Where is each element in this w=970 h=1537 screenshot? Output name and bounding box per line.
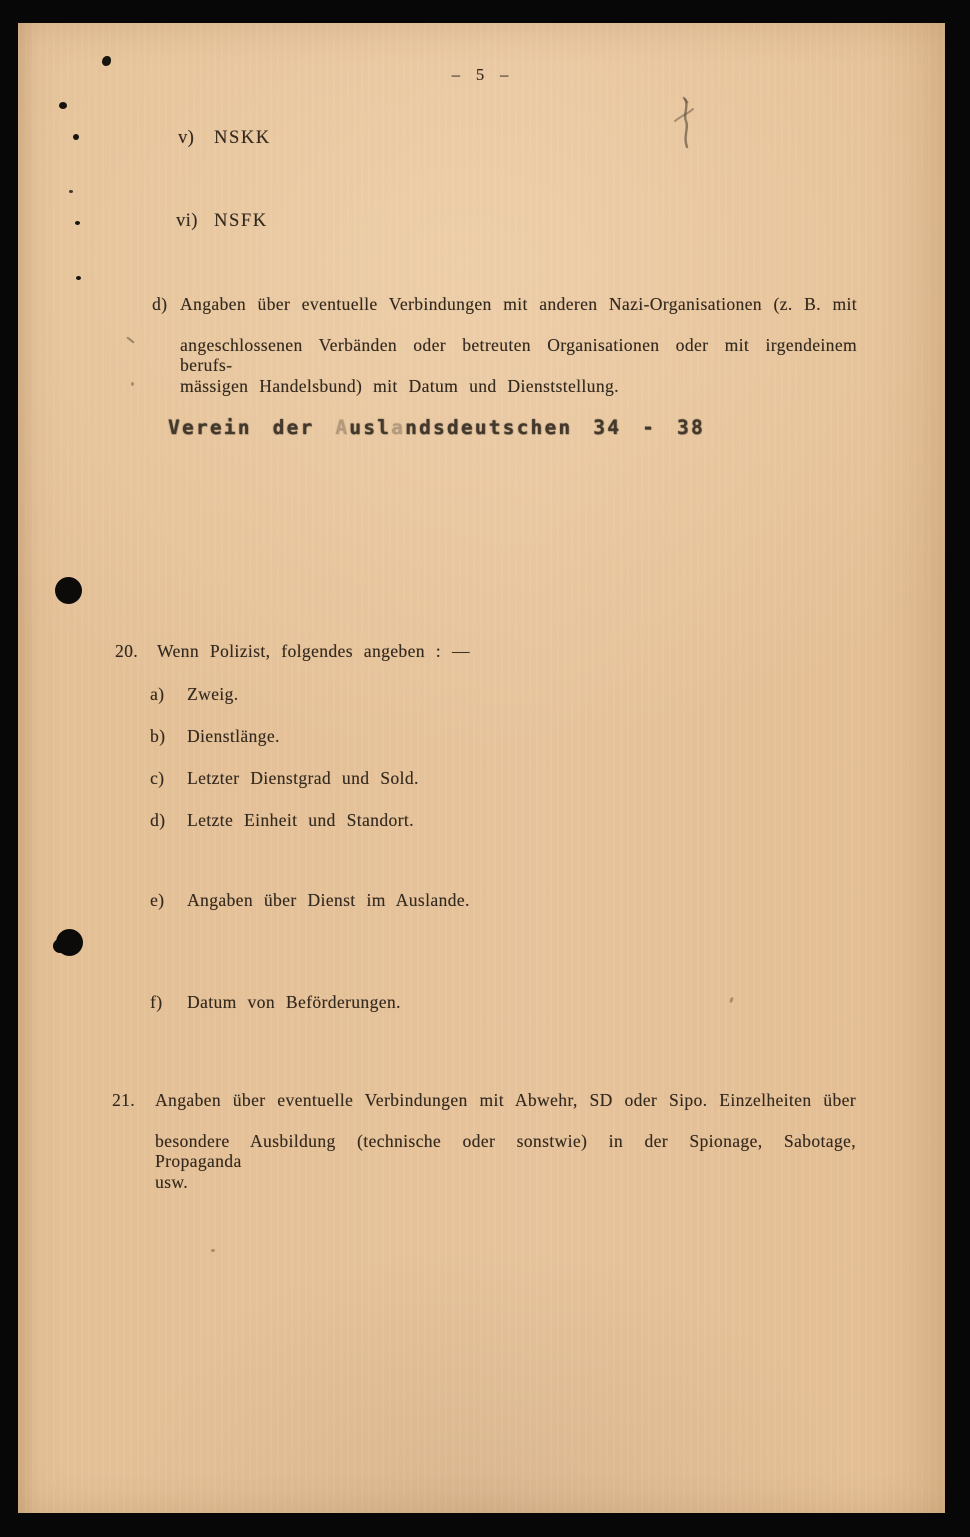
q20-item-c — [150, 768, 419, 789]
q20-item-e — [150, 890, 470, 911]
list-item-vi — [176, 211, 268, 232]
item-marker: vi) — [176, 211, 198, 231]
question-21-paragraph — [112, 1090, 856, 1213]
q20-item-b — [150, 726, 280, 747]
ink-speck — [75, 221, 80, 225]
q20-item-f — [150, 992, 401, 1013]
ink-speck — [69, 190, 73, 193]
q20-item-a — [150, 684, 238, 705]
item-text: Angaben über Dienst im Auslande. — [187, 890, 470, 910]
item-marker: d) — [150, 810, 166, 830]
item-text: Datum von Beförderungen. — [187, 992, 401, 1012]
typewritten-annotation — [168, 416, 705, 439]
item-text: Letzter Dienstgrad und Sold. — [187, 768, 419, 788]
question-20-text: Wenn Polizist, folgendes angeben : — — [157, 641, 470, 661]
question-20-heading — [115, 641, 470, 662]
item-marker: b) — [150, 726, 166, 746]
typed-segment-faint: a — [391, 416, 406, 439]
list-item-v — [178, 128, 271, 149]
question-20-number: 20. — [115, 641, 139, 661]
q20-item-d — [150, 810, 414, 831]
typed-segment-faint: A — [335, 416, 350, 439]
ink-speck — [73, 134, 79, 140]
question-21-line-1: Angaben über eventuelle Verbindungen mit Abwehr, SD oder Sipo. Einzelheiten über — [155, 1090, 856, 1110]
hole-punch-top — [55, 577, 82, 604]
item-marker: e) — [150, 890, 165, 910]
question-21-line-3: usw. — [155, 1172, 189, 1192]
section-d-line-2: angeschlossenen Verbänden oder betreuten Organisationen oder mit irgendeinem berufs- — [180, 335, 857, 375]
item-label-nsfk: NSFK — [214, 211, 268, 231]
typed-segment: ndsdeutschen 34 - 38 — [405, 416, 705, 439]
item-marker: v) — [178, 128, 195, 148]
section-d-line-1: Angaben über eventuelle Verbindungen mit anderen Nazi-Organisationen (z. B. mit — [180, 294, 857, 314]
section-d-line-3: mässigen Handelsbund) mit Datum und Dienststellung. — [180, 376, 619, 396]
question-21-line-2: besondere Ausbildung (technische oder sonstwie) in der Spionage, Sabotage, Propaganda — [155, 1131, 856, 1171]
typed-segment: Verein der — [168, 416, 336, 439]
item-marker: c) — [150, 768, 165, 788]
typed-segment: usl — [349, 416, 392, 439]
hole-punch-bottom — [56, 929, 83, 956]
item-text: Dienstlänge. — [187, 726, 280, 746]
pencil-tick — [126, 336, 134, 343]
page-number: – 5 – — [451, 65, 512, 84]
item-label-nskk: NSKK — [214, 128, 271, 148]
pencil-dot — [211, 1249, 215, 1252]
ink-speck — [76, 276, 81, 280]
document-page — [18, 23, 945, 1513]
item-marker: f) — [150, 992, 163, 1012]
pencil-scribble-mark — [663, 91, 705, 155]
pencil-dot — [131, 382, 134, 386]
section-d-marker: d) — [152, 294, 168, 314]
section-d-paragraph — [152, 294, 857, 417]
item-text: Letzte Einheit und Standort. — [187, 810, 414, 830]
item-marker: a) — [150, 684, 165, 704]
question-21-number: 21. — [112, 1090, 136, 1110]
pencil-dot — [729, 997, 734, 1004]
ink-speck — [59, 102, 67, 109]
item-text: Zweig. — [187, 684, 239, 704]
